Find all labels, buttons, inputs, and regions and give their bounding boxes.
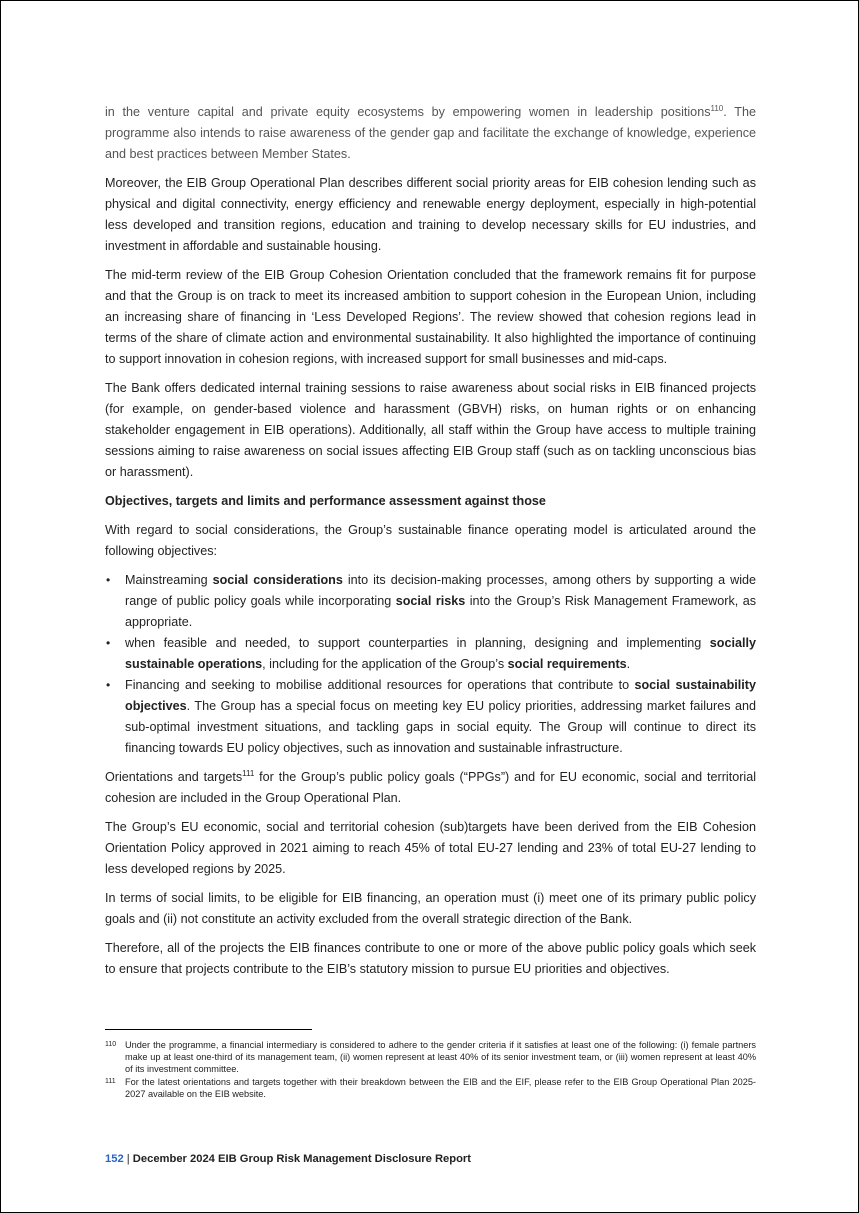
footnote-text: Under the programme, a financial intermediary is considered to adhere to the gender criteria if it satisfies at least one of the following: (i) female partners make up at least one-third of its management team, (ii) women represent at least 40% of its senior investment team, or (iii) women represent at least 40% of its investment committee.	[125, 1040, 756, 1074]
bullet-icon: •	[106, 636, 111, 650]
page-footer	[105, 1153, 471, 1165]
paragraph-3: The mid-term review of the EIB Group Cohesion Orientation concluded that the framework remains fit for purpose and that the Group is on track to meet its increased ambition to support cohesion in the European Union, including an increasing share of financing in ‘Less Developed Regions’. The review showed that cohesion regions lead in terms of the share of climate action and environmental sustainability. It also highlighted the importance of continuing to support innovation in cohesion regions, with increased support for small businesses and mid-caps.	[105, 268, 756, 366]
list-item	[105, 675, 756, 759]
emphasis: socially sustainable operations	[125, 636, 756, 671]
text-run: .	[626, 657, 631, 671]
text-run: for the Group’s public policy goals (“PPGs”) and for EU economic, social and territorial cohesion are included in the Group Operational Plan.	[105, 770, 756, 805]
footnote-110	[105, 1039, 756, 1075]
paragraph-8: Therefore, all of the projects the EIB finances contribute to one or more of the above public policy goals which seek to ensure that projects contribute to the EIB’s statutory mission to pursue EU priorities and objectives.	[105, 941, 756, 976]
text-run: Mainstreaming	[125, 573, 213, 587]
footnote-ref: 110	[710, 103, 724, 113]
text-run: Orientations and targets	[105, 770, 243, 784]
objectives-list	[105, 570, 756, 759]
report-title: December 2024 EIB Group Risk Management Disclosure Report	[132, 1153, 472, 1165]
paragraph-1	[105, 102, 756, 165]
emphasis: social requirements	[507, 657, 627, 671]
paragraph-4: The Bank offers dedicated internal training sessions to raise awareness about social risks in EIB financed projects (for example, on gender-based violence and harassment (GBVH) risks, on human rights or on enhancing stakeholder engagement in EIB operations). Additionally, all staff within the Group have access to multiple training sessions aiming to raise awareness on social issues affecting EIB Group staff (such as on tackling unconscious bias or harassment).	[105, 381, 756, 479]
objectives-intro: With regard to social considerations, the Group’s sustainable finance operating model is articulated around the following objectives:	[105, 523, 756, 558]
paragraph-7: In terms of social limits, to be eligible for EIB financing, an operation must (i) meet one of its primary public policy goals and (ii) not constitute an activity excluded from the overall strategic direction of the Bank.	[105, 891, 756, 926]
paragraph-2: Moreover, the EIB Group Operational Plan describes different social priority areas for EIB cohesion lending such as physical and digital connectivity, energy efficiency and renewable energy deployment, especially in high-potential less developed and transition regions, education and training to develop necessary skills for EU industries, and investment in affordable and sustainable housing.	[105, 176, 756, 253]
text-run: Financing and seeking to mobilise additional resources for operations that contribute to	[125, 678, 635, 692]
bullet-icon: •	[106, 678, 111, 692]
emphasis: social sustainability objectives	[125, 678, 757, 713]
paragraph-6: The Group’s EU economic, social and territorial cohesion (sub)targets have been derived from the EIB Cohesion Orientation Policy approved in 2021 aiming to reach 45% of total EU-27 lending and 23% of total EU-27 lending to less developed regions by 2025.	[105, 820, 756, 876]
text-run: , including for the application of the Group’s	[262, 657, 508, 671]
footnote-text: For the latest orientations and targets together with their breakdown between the EIB and the EIF, please refer to the EIB Group Operational Plan 2025-2027 available on the EIB website.	[125, 1077, 756, 1099]
list-item	[105, 633, 756, 675]
list-item-text	[125, 636, 756, 671]
footnote-ref: 111	[242, 768, 255, 778]
footnote-number: 111	[105, 1078, 116, 1085]
emphasis: social risks	[395, 594, 466, 608]
paragraph-5	[105, 767, 756, 809]
footnote-number: 110	[105, 1041, 117, 1048]
footnote-111	[105, 1076, 756, 1100]
list-item-text	[125, 573, 756, 629]
section-heading: Objectives, targets and limits and performance assessment against those	[105, 494, 546, 508]
text-run: . The programme also intends to raise awareness of the gender gap and facilitate the exchange of knowledge, experience and best practices between Member States.	[105, 105, 756, 161]
list-item	[105, 570, 756, 633]
list-item-text	[125, 678, 756, 755]
footnotes	[105, 1039, 756, 1101]
main-content	[105, 102, 756, 988]
text-run: in the venture capital and private equity ecosystems by empowering women in leadership positions	[105, 105, 711, 119]
emphasis: social considerations	[212, 573, 343, 587]
text-run: into its decision-making processes, among others by supporting a wide range of public policy goals while incorporating	[125, 573, 756, 608]
text-run: into the Group’s Risk Management Framework, as appropriate.	[125, 594, 757, 629]
footer-separator: |	[126, 1153, 130, 1165]
page-number: 152	[105, 1153, 124, 1165]
text-run: when feasible and needed, to support counterparties in planning, designing and implementing	[125, 636, 710, 650]
bullet-icon: •	[106, 573, 111, 587]
text-run: . The Group has a special focus on meeting key EU policy priorities, addressing market failures and sub-optimal investment situations, and tackling gaps in social equity. The Group will continue to direct its financing towards EU policy objectives, such as innovation and sustainable infrastructure.	[125, 699, 756, 755]
footnote-divider	[105, 1029, 312, 1030]
